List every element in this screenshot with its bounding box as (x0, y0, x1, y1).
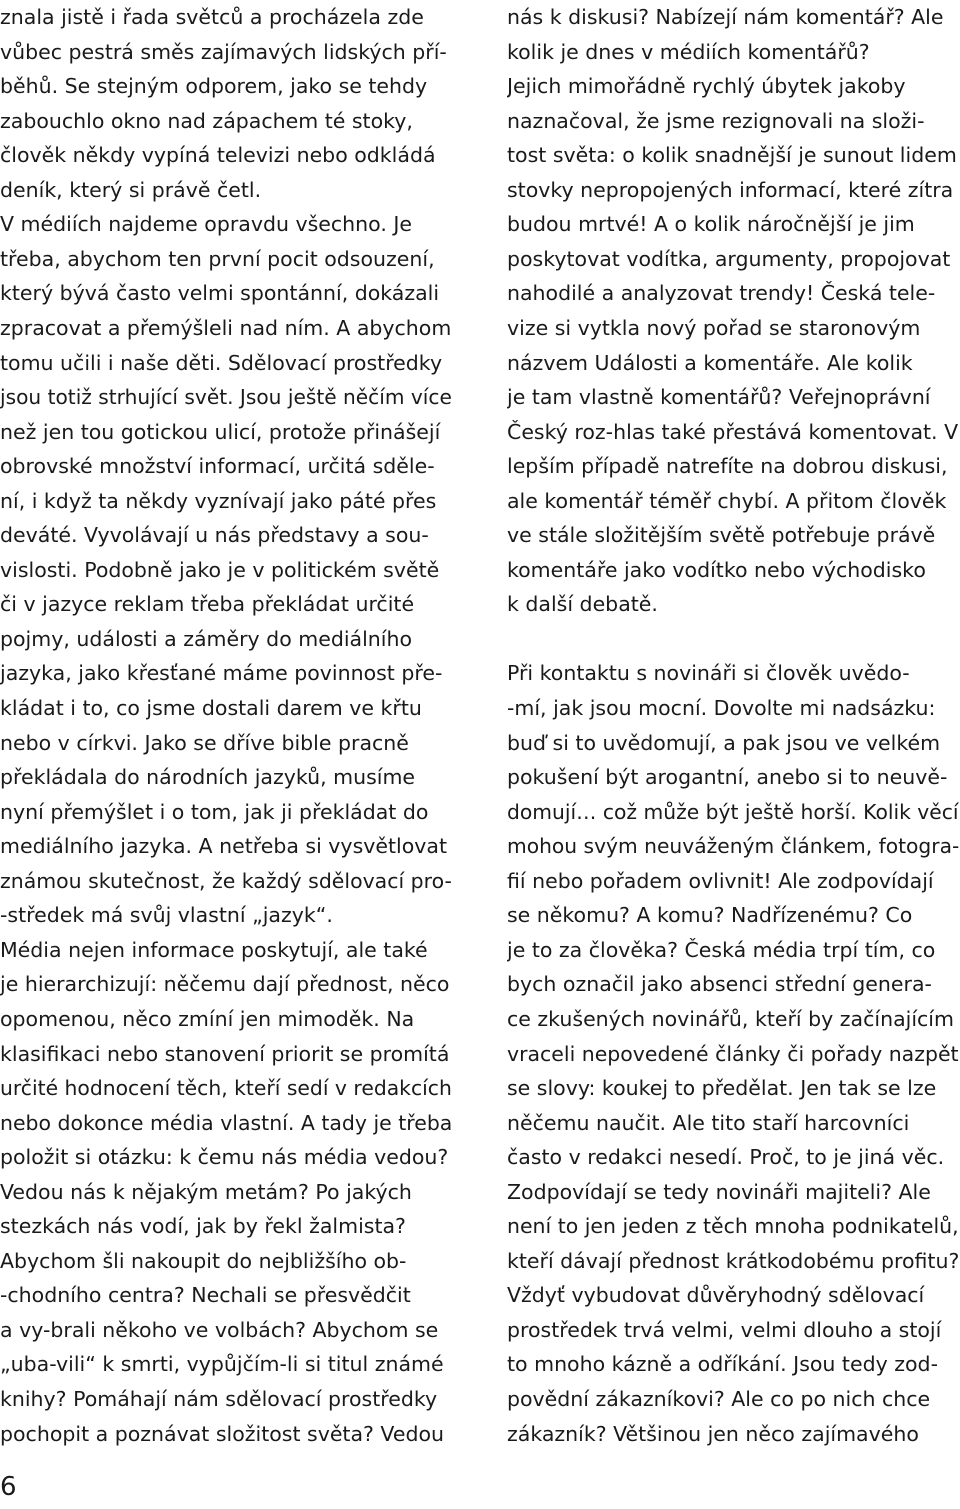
text-line: a vy-brali někoho ve volbách? Abychom se (0, 1317, 439, 1342)
text-line: ní, i když ta někdy vyznívají jako páté přes (0, 488, 437, 513)
text-line: není to jen jeden z těch mnoha podnikatelů, (507, 1214, 959, 1239)
text-line: zákazník? Většinou jen něco zajímavého (507, 1421, 919, 1446)
text-line: mohou svým neuváženým článkem, fotogra- (507, 834, 959, 859)
text-line: jazyka, jako křesťané máme povinnost pře- (0, 661, 443, 686)
text-line: se slovy: koukej to předělat. Jen tak se lze (507, 1076, 937, 1101)
text-line: prostředek trvá velmi, velmi dlouho a stojí (507, 1317, 942, 1342)
text-line: Zodpovídají se tedy novináři majiteli? Ale (507, 1179, 931, 1204)
text-line (507, 622, 959, 656)
text-line: zabouchlo okno nad zápachem té stoky, (0, 108, 413, 133)
text-line: nyní přemýšlet i o tom, jak ji překládat do (0, 799, 429, 824)
text-line: něčemu naučit. Ale tito staří harcovníci (507, 1110, 910, 1135)
text-line: lepším případě natrefíte na dobrou diskusi, (507, 454, 948, 479)
text-line: ale komentář téměř chybí. A přitom člověk (507, 488, 947, 513)
text-line: nahodilé a analyzovat trendy! Česká tele- (507, 281, 936, 306)
text-line: názvem Události a komentáře. Ale kolik (507, 350, 913, 375)
text-line: kolik je dnes v médiích komentářů? (507, 39, 870, 64)
text-line: běhů. Se stejným odporem, jako se tehdy (0, 74, 428, 99)
text-line: tost světa: o kolik snadnější je sunout lidem (507, 143, 957, 168)
text-line: nebo v církvi. Jako se dříve bible pracně (0, 730, 409, 755)
text-line: -chodního centra? Nechali se přesvědčit (0, 1283, 411, 1308)
text-line: kteří dávají přednost krátkodobému profitu? (507, 1248, 959, 1273)
text-line: Jejich mimořádně rychlý úbytek jakoby (507, 74, 906, 99)
text-line: ve stále složitějším světě potřebuje právě (507, 523, 936, 548)
text-line: povědní zákazníkovi? Ale co po nich chce (507, 1387, 931, 1411)
text-line: se někomu? A komu? Nadřízenému? Co (507, 903, 913, 928)
text-line: budou mrtvé! A o kolik náročnější je jim (507, 212, 915, 237)
text-line: který bývá často velmi spontánní, dokázali (0, 281, 440, 306)
text-line: jsou totiž strhující svět. Jsou ještě něčím více (0, 385, 452, 410)
text-line: Média nejen informace poskytují, ale také (0, 937, 428, 962)
text-line: vislosti. Podobně jako je v politickém světě (0, 557, 440, 582)
text-line: buď si to uvědomují, a pak jsou ve velkém (507, 730, 941, 755)
text-line: fií nebo pořadem ovlivnit! Ale zodpovídají (507, 868, 934, 893)
text-line: deváté. Vyvolávají u nás představy a sou- (0, 523, 429, 548)
text-line: pokušení být arogantní, anebo si to neuvě- (507, 765, 948, 790)
text-line: ce zkušených novinářů, kteří by začínajícím (507, 1006, 954, 1031)
text-line: obrovské množství informací, určitá sděle- (0, 454, 435, 479)
text-line: Vždyť vybudovat důvěryhodný sdělovací (507, 1283, 925, 1308)
text-line: knihy? Pomáhají nám sdělovací prostředky (0, 1387, 438, 1411)
text-line: komentáře jako vodítko nebo východisko (507, 557, 926, 582)
text-line: opomenou, něco zmíní jen mimoděk. Na (0, 1006, 415, 1031)
text-line: pochopit a poznávat složitost světa? Vedou (0, 1421, 445, 1446)
text-line: Abychom šli nakoupit do nejbližšího ob- (0, 1248, 407, 1273)
text-line: třeba, abychom ten první pocit odsouzení, (0, 246, 435, 271)
text-line: nás k diskusi? Nabízejí nám komentář? Ale (507, 5, 944, 29)
text-line: mediálního jazyka. A netřeba si vysvětlovat (0, 834, 447, 859)
text-line: tomu učili i naše děti. Sdělovací prostředky (0, 350, 443, 375)
text-line: domují… což může být ještě horší. Kolik věcí (507, 799, 959, 824)
text-line: Vedou nás k nějakým metám? Po jakých (0, 1179, 412, 1204)
text-line: známou skutečnost, že každý sdělovací pro- (0, 868, 452, 893)
text-line: položit si otázku: k čemu nás média vedou? (0, 1145, 449, 1170)
text-line: je to za člověka? Česká média trpí tím, co (507, 937, 936, 962)
text-line: Při kontaktu s novináři si člověk uvědo- (507, 661, 910, 686)
text-line: nebo dokonce média vlastní. A tady je třeba (0, 1110, 452, 1135)
page-number: 6 (0, 1472, 17, 1502)
text-line: je hierarchizují: něčemu dají přednost, něco (0, 972, 450, 997)
text-line: stezkách nás vodí, jak by řekl žalmista? (0, 1214, 406, 1239)
text-line: to mnoho kázně a odříkání. Jsou tedy zod- (507, 1352, 938, 1377)
text-line: -mí, jak jsou mocní. Dovolte mi nadsázku: (507, 696, 936, 720)
text-line: -středek má svůj vlastní „jazyk“. (0, 903, 333, 928)
text-line: určité hodnocení těch, kteří sedí v redakcích (0, 1076, 452, 1101)
text-line: zpracovat a přemýšleli nad ním. A abychom (0, 315, 452, 340)
text-line: kládat i to, co jsme dostali darem ve křtu (0, 696, 422, 720)
text-line: k další debatě. (507, 592, 658, 617)
text-line: překládala do národních jazyků, musíme (0, 765, 416, 790)
text-line: naznačoval, že jsme rezignovali na složi- (507, 108, 925, 133)
text-line: než jen tou gotickou ulicí, protože přinášejí (0, 419, 441, 444)
text-line: bych označil jako absenci střední genera- (507, 972, 932, 997)
text-line: Český roz-hlas také přestává komentovat. V (507, 419, 959, 444)
text-line: stovky nepropojených informací, které zítra (507, 177, 954, 202)
text-line: deník, který si právě četl. (0, 177, 262, 202)
text-line: „uba-vili“ k smrti, vypůjčím-li si titul známé (0, 1352, 444, 1377)
text-line: poskytovat vodítka, argumenty, propojovat (507, 246, 951, 271)
text-line: znala jistě i řada světců a procházela zde (0, 5, 424, 29)
text-line: člověk někdy vypíná televizi nebo odkládá (0, 143, 436, 168)
text-line: vize si vytkla nový pořad se staronovým (507, 315, 921, 340)
text-line: či v jazyce reklam třeba překládat určité (0, 592, 415, 617)
text-line: často v redakci nesedí. Proč, to je jiná věc. (507, 1145, 945, 1170)
text-line: vůbec pestrá směs zajímavých lidských pří- (0, 39, 447, 64)
text-line: klasifikaci nebo stanovení priorit se promítá (0, 1041, 450, 1066)
text-line: V médiích najdeme opravdu všechno. Je (0, 212, 413, 237)
text-line: vraceli nepovedené články či pořady nazpět (507, 1041, 959, 1066)
text-line: je tam vlastně komentářů? Veřejnoprávní (507, 385, 931, 410)
text-line: pojmy, události a záměry do mediálního (0, 626, 413, 651)
